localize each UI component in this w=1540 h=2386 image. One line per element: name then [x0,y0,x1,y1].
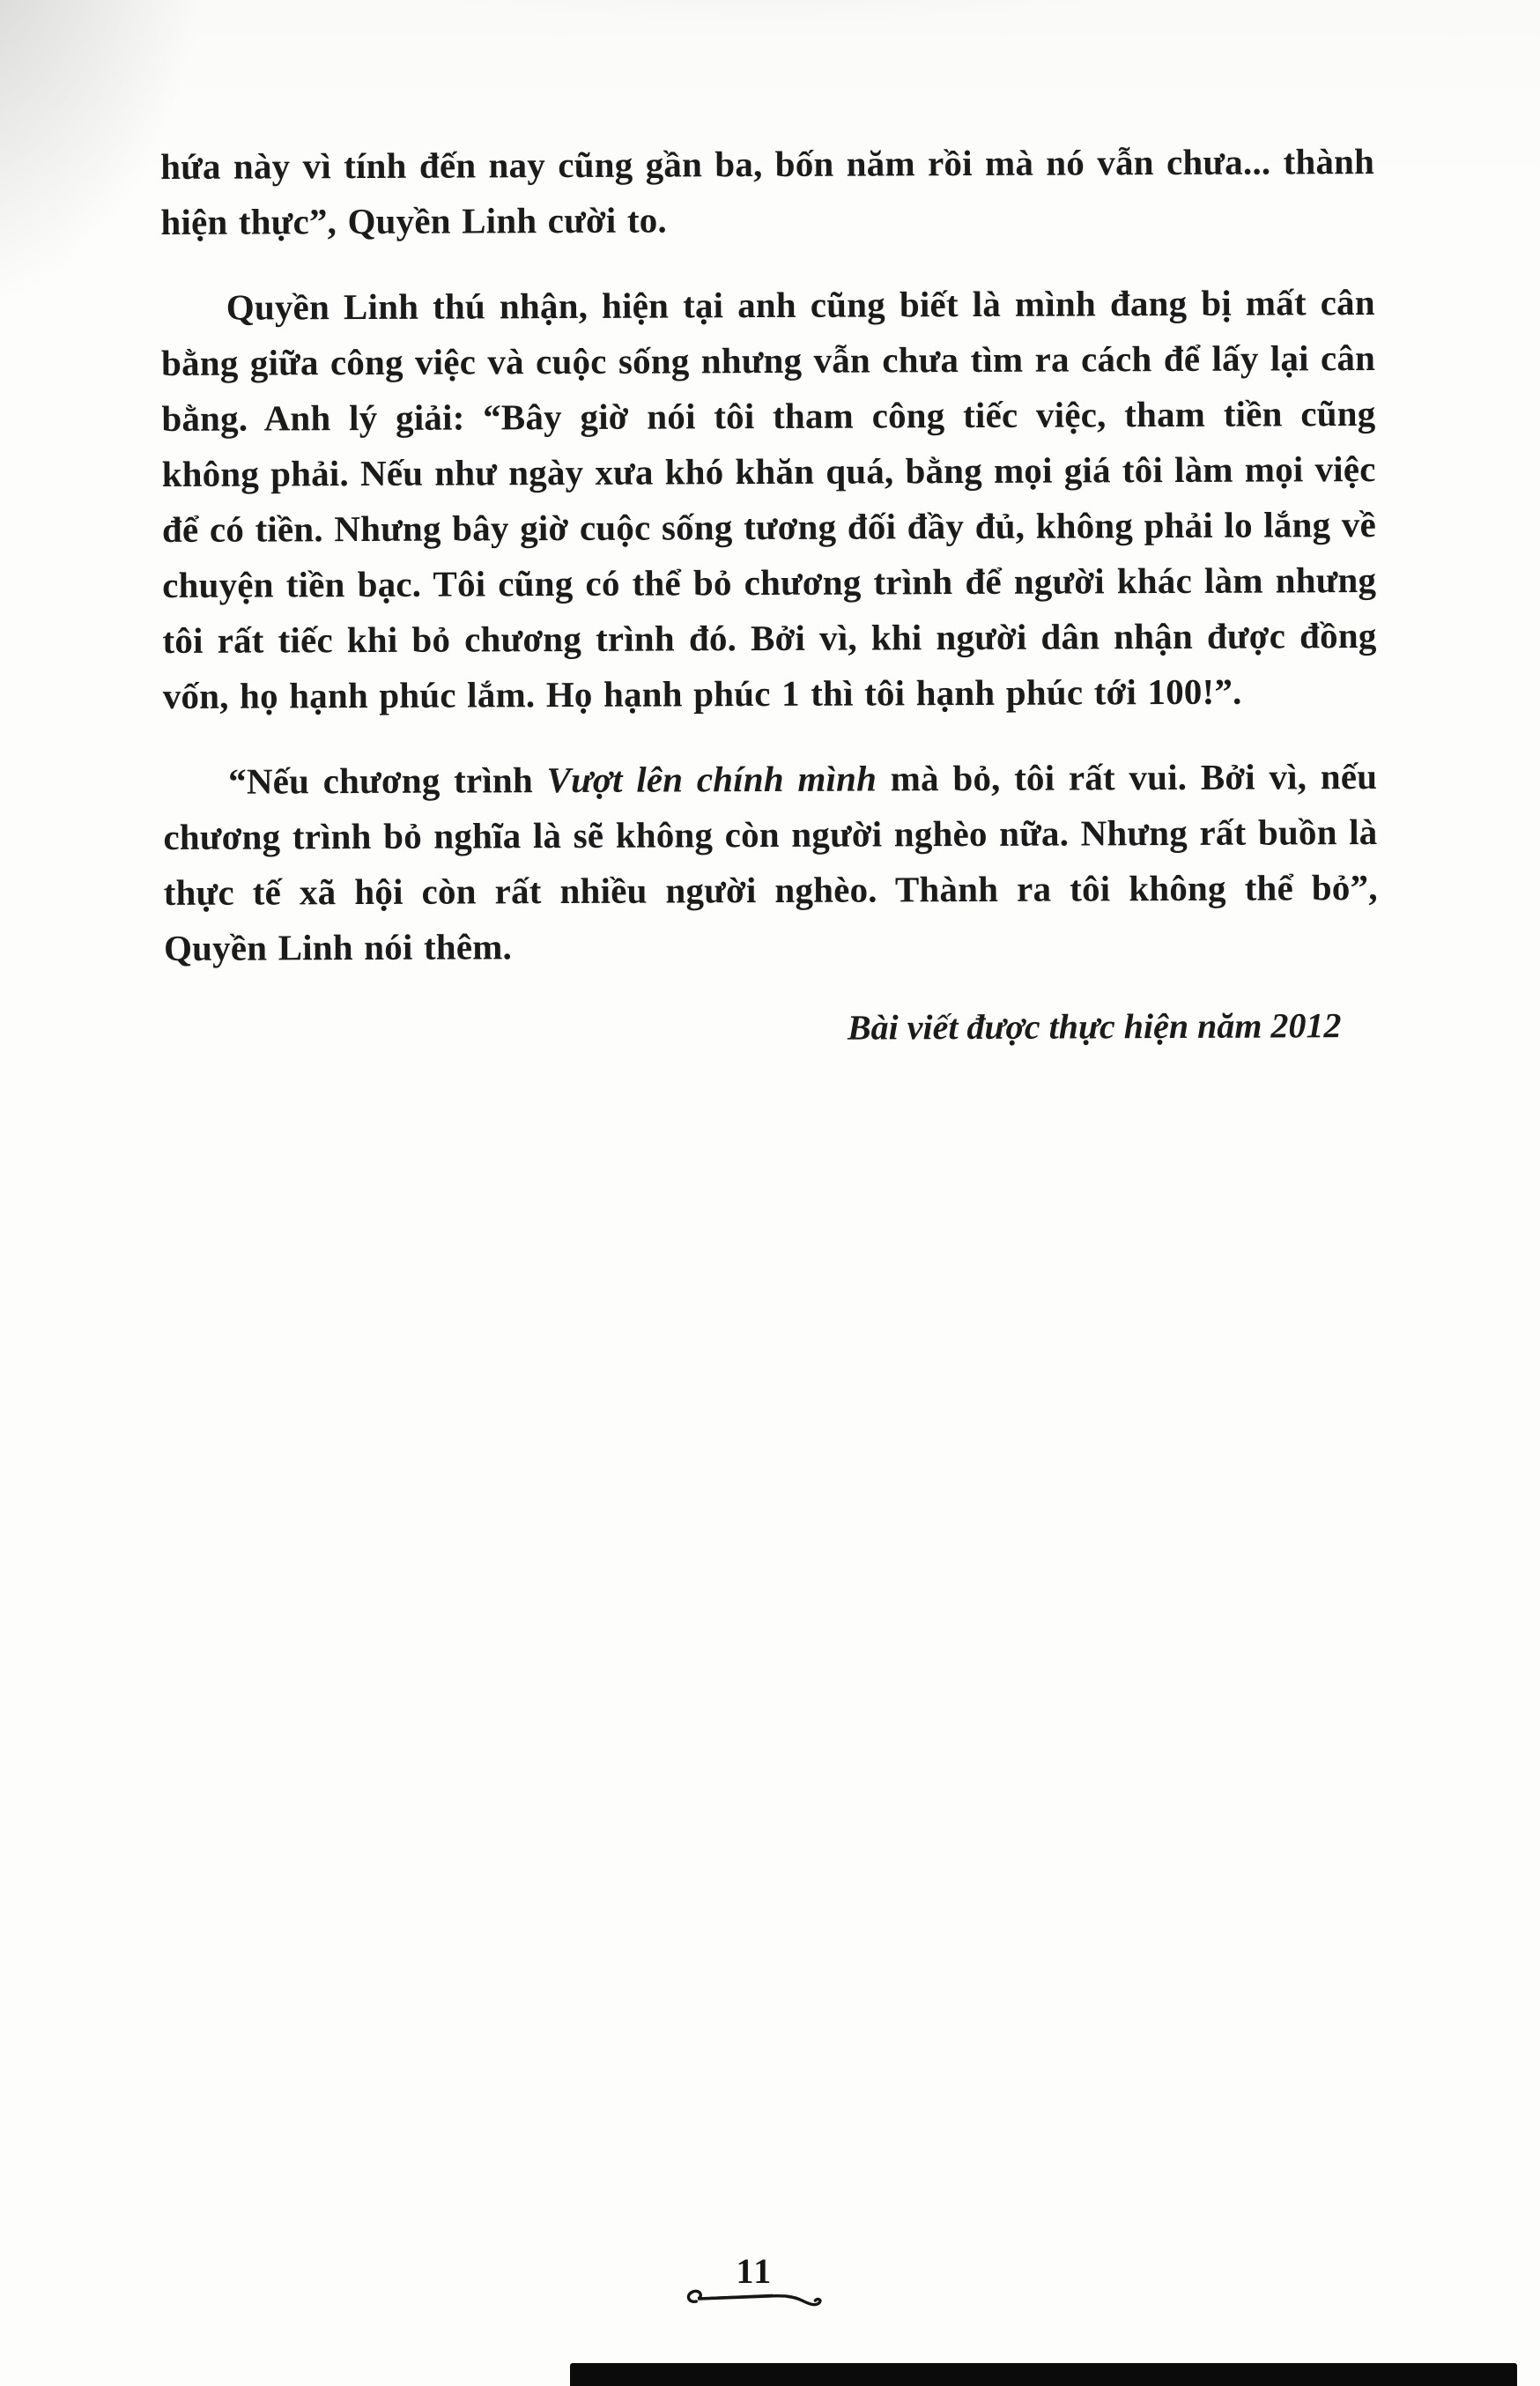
page-footer [657,2252,851,2310]
page-number: 11 [736,2251,774,2291]
paragraph-1: hứa này vì tính đến nay cũng gần ba, bốn năm rồi mà nó vẫn chưa... thành hiện thực”, Quyền Linh cười to. [160,140,1375,242]
body-text [160,134,1379,1056]
program-title-italic: Vượt lên chính mình [546,758,877,801]
paragraph-3 [163,749,1378,976]
paragraph-3-text-before: “Nếu chương trình [228,760,547,802]
scan-edge-bar [570,2363,1517,2386]
paragraph-2: Quyền Linh thú nhận, hiện tại anh cũng biết là mình đang bị mất cân bằng giữa công việc và cuộc sống nhưng vẫn chưa tìm ra cách để lấy lại cân bằng. Anh lý giải: “Bây giờ nói tôi tham công tiếc việc, tham tiền cũng không phải. Nếu như ngày xưa khó khăn quá, bằng mọi giá tôi làm mọi việc để có tiền. Nhưng bây giờ cuộc sống tương đối đầy đủ, không phải lo lắng về chuyện tiền bạc. Tôi cũng có thể bỏ chương trình để người khác làm nhưng tôi rất tiếc khi bỏ chương trình đó. Bởi vì, khi người dân nhận được đồng vốn, họ hạnh phúc lắm. Họ hạnh phúc 1 thì tôi hạnh phúc tới 100!”. [161,281,1377,716]
byline: Bài viết được thực hiện năm 2012 [847,1005,1342,1048]
paragraph-3-text-after: mà bỏ, tôi rất vui. Bởi vì, nếu chương trình bỏ nghĩa là sẽ không còn người nghèo nữa. Nhưng rất buồn là thực tế xã hội còn rất nhiều người nghèo. Thành ra tôi không thể bỏ”, Quyền Linh nói thêm. [163,755,1378,968]
